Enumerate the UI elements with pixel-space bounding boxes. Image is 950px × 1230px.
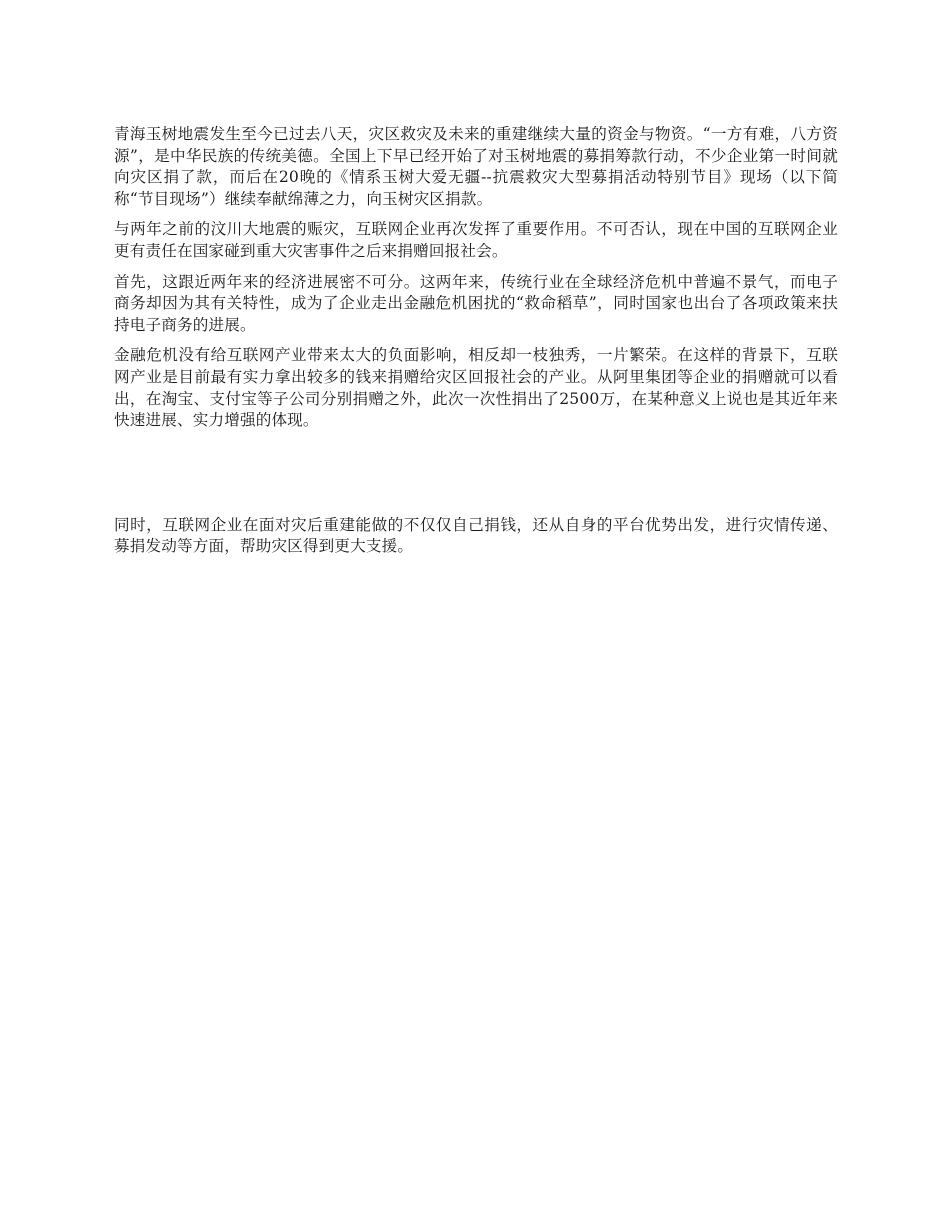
paragraph-4: 金融危机没有给互联网产业带来太大的负面影响，相反却一枝独秀，一片繁荣。在这样的背景下，互联网产业是目前最有实力拿出较多的钱来捐赠给灾区回报社会的产业。从阿里集团等企业的捐赠就可以看出，在淘宝、支付宝等子公司分别捐赠之外，此次一次性捐出了2500万，在某种意义上说也是其近年来快速进展、实力增强的体现。 — [114, 346, 838, 430]
paragraph-3: 首先，这跟近两年来的经济进展密不可分。这两年来，传统行业在全球经济危机中普遍不景气，而电子商务却因为其有关特性，成为了企业走出金融危机困扰的“救命稻草”，同时国家也出台了各项政策来扶持电子商务的进展。 — [114, 272, 838, 334]
paragraph-spacer — [114, 441, 838, 515]
paragraph-2: 与两年之前的汶川大地震的赈灾，互联网企业再次发挥了重要作用。不可否认，现在中国的互联网企业更有责任在国家碰到重大灾害事件之后来捐赠回报社会。 — [114, 220, 838, 260]
document-body — [114, 124, 838, 567]
paragraph-1: 青海玉树地震发生至今已过去八天，灾区救灾及未来的重建继续大量的资金与物资。“一方有难，八方资源”，是中华民族的传统美德。全国上下早已经开始了对玉树地震的募捐筹款行动，不少企业第一时间就向灾区捐了款，而后在20晚的《情系玉树大爱无疆--抗震救灾大型募捐活动特别节目》现场（以下简称“节目现场”）继续奉献绵薄之力，向玉树灾区捐款。 — [114, 125, 838, 208]
paragraph-5: 同时，互联网企业在面对灾后重建能做的不仅仅自己捐钱，还从自身的平台优势出发，进行灾情传递、募捐发动等方面，帮助灾区得到更大支援。 — [114, 515, 838, 556]
